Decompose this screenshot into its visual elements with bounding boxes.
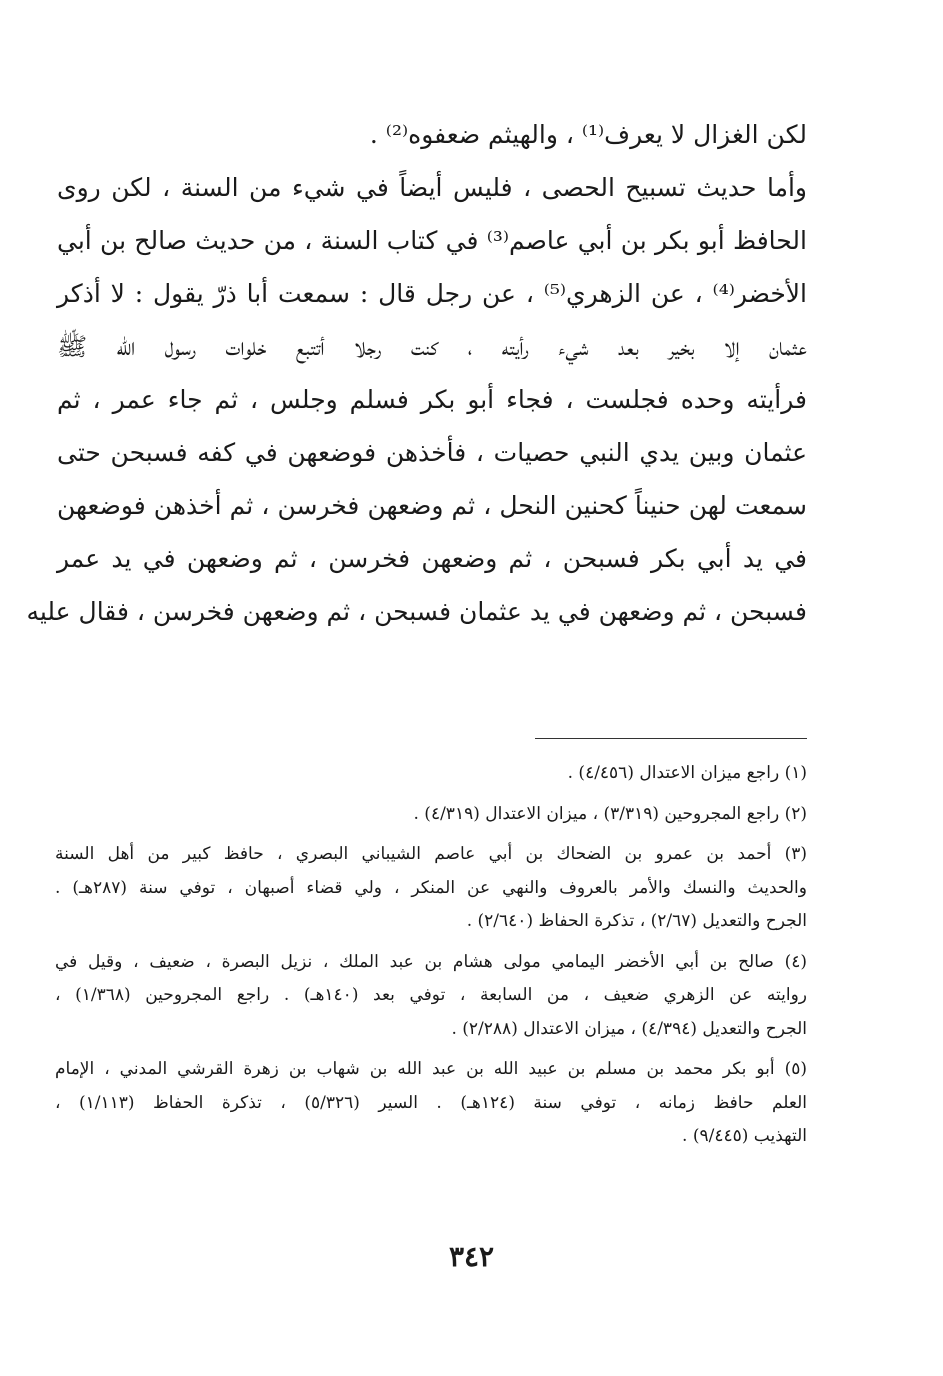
- main-line: فرأيته وحده فجلست ، فجاء أبو بكر فسلم وجلس ، ثم جاء عمر ، ثم: [57, 385, 807, 414]
- footnote-line: (١) راجع ميزان الاعتدال (٤/٤٥٦) .: [567, 763, 807, 783]
- footnote-line: (٥) أبو بكر محمد بن مسلم بن عبيد الله بن عبد الله بن شهاب بن زهرة القرشي المدني ، الإمام: [55, 1059, 807, 1079]
- main-line: فسبحن ، ثم وضعهن في يد عثمان فسبحن ، ثم وضعهن فخرسن ، فقال عليه: [26, 597, 807, 626]
- main-line: الأخضر⁽⁴⁾ ، عن الزهري⁽⁵⁾ ، عن رجل قال : سمعت أبا ذرّ يقول : لا أذكر: [57, 279, 807, 308]
- main-line: لكن الغزال لا يعرف⁽¹⁾ ، والهيثم ضعفوه⁽²⁾ .: [369, 120, 807, 149]
- footnote-line: روايته عن الزهري ضعيف ، من السابعة ، توفي بعد (١٤٠هـ) . راجع المجروحين (١/٣٦٨) ،: [55, 985, 807, 1005]
- footnote-4: [55, 946, 807, 1047]
- footnote-line: (٣) أحمد بن عمرو بن الضحاك بن أبي عاصم الشيباني البصري ، حافظ كبير من أهل السنة: [55, 844, 807, 864]
- main-text: [26, 108, 807, 638]
- footnote-line: الجرح والتعديل (٢/٦٧) ، تذكرة الحفاظ (٢/٦٤٠) .: [466, 911, 807, 931]
- page-number: ٣٤٢: [448, 1240, 495, 1273]
- footnote-separator: [535, 738, 807, 739]
- footnote-5: [55, 1053, 807, 1154]
- footnote-line: (٤) صالح بن أبي الأخضر اليمامي مولى هشام بن عبد الملك ، نزيل البصرة ، ضعيف ، وقيل في: [55, 951, 807, 972]
- footnote-line: الجرح والتعديل (٤/٣٩٤) ، ميزان الاعتدال (٢/٢٨٨) .: [451, 1018, 807, 1039]
- footnote-2: [55, 798, 807, 832]
- main-line: عثمان وبين يدي النبي حصيات ، فأخذهن فوضعهن في كفه فسبحن حتى: [57, 438, 807, 467]
- footnote-line: العلم حافظ زمانه ، توفي سنة (١٢٤هـ) . السير (٥/٣٢٦) ، تذكرة الحفاظ (١/١١٣) ،: [55, 1092, 807, 1113]
- footnote-line: والحديث والنسك والأمر بالعروف والنهي عن المنكر ، ولي قضاء أصبهان ، توفي سنة (٢٨٧هـ) .: [55, 877, 807, 898]
- main-line: وأما حديث تسبيح الحصى ، فليس أيضاً في شيء من السنة ، لكن روى: [57, 173, 807, 202]
- footnote-line: (٢) راجع المجروحين (٣/٣١٩) ، ميزان الاعتدال (٤/٣١٩) .: [413, 803, 807, 824]
- main-line: سمعت لهن حنيناً كحنين النحل ، ثم وضعهن فخرسن ، ثم أخذهن فوضعهن: [57, 491, 807, 520]
- main-line: الحافظ أبو بكر بن أبي عاصم⁽³⁾ في كتاب السنة ، من حديث صالح بن أبي: [57, 226, 807, 255]
- main-line: عثمان إلا بخير بعد شيء رأيته ، كنت رجلا أتتبع خلوات رسول الله ﷺ: [57, 332, 807, 361]
- footnotes: [55, 757, 807, 1161]
- footnote-3: [55, 838, 807, 939]
- footnote-1: [55, 757, 807, 791]
- footnote-line: التهذيب (٩/٤٤٥) .: [682, 1126, 807, 1146]
- main-line: في يد أبي بكر فسبحن ، ثم وضعهن فخرسن ، ثم وضعهن في يد عمر: [57, 544, 807, 573]
